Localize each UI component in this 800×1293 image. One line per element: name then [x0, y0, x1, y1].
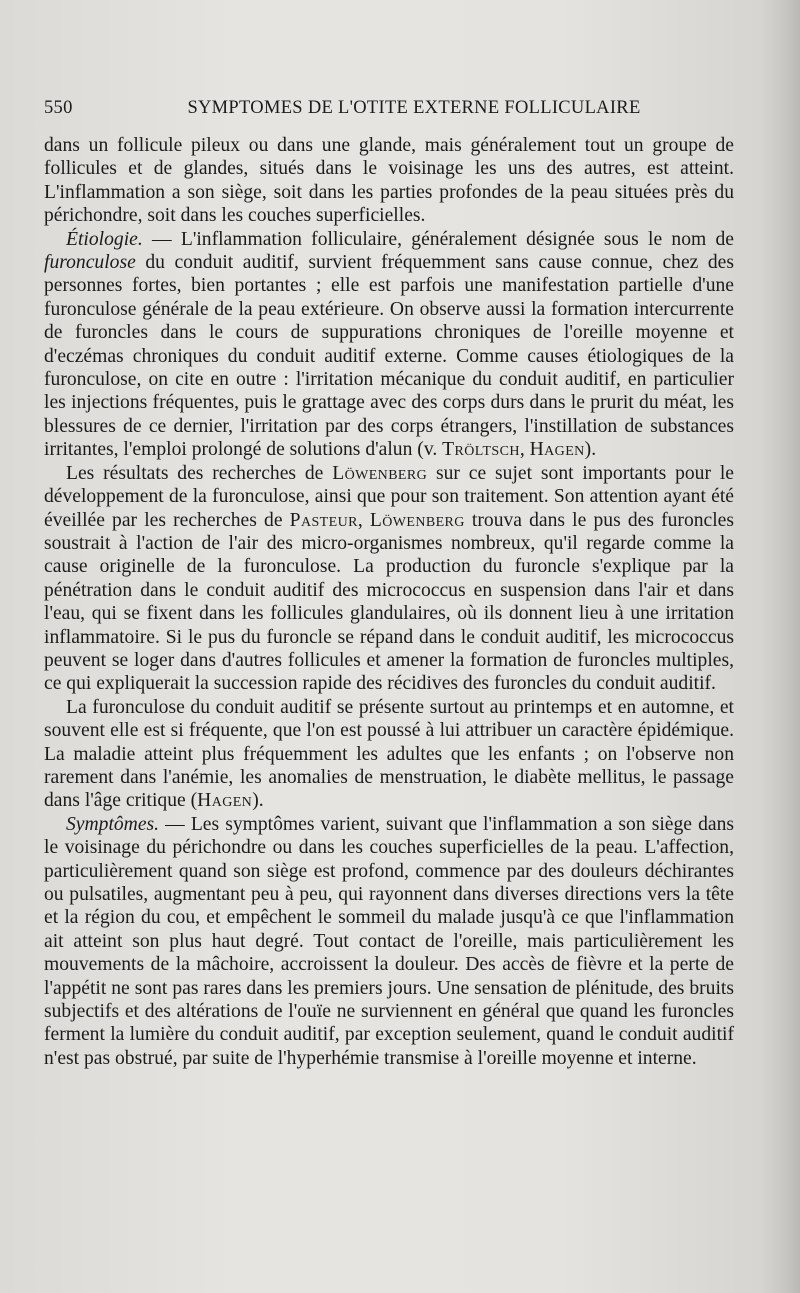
- running-head: SYMPTOMES DE L'OTITE EXTERNE FOLLICULAIRE: [187, 98, 641, 118]
- text-span: Les résultats des recherches de: [66, 462, 333, 484]
- text-span: trouva dans le pus des furoncles soustrait à l'action de l'air des micro-organismes nombreux, qu'il regarde comme la cause originelle de la furonculose. La production du furoncle s'explique par la pénétration dans le conduit auditif des micrococcus en suspension dans l'air et dans l'eau, qui se fixent dans les follicules glandulaires, où ils donnent lieu à une irritation inflammatoire. Si le pus du furoncle se répand dans le conduit auditif, les micrococcus peuvent se loger dans d'autres follicules et amener la formation de furoncles multiples, ce qui expliquerait la succession rapide des récidives des furoncles du conduit auditif.: [44, 509, 735, 695]
- paragraph-etiology: [44, 228, 734, 462]
- paragraph-lowenberg: [44, 462, 734, 696]
- text-span: ,: [519, 439, 530, 461]
- paragraph-continuation: [44, 134, 734, 228]
- page-edge-shadow: [760, 0, 800, 1293]
- text-span: ).: [584, 439, 597, 461]
- text-span: du conduit auditif, survient fréquemment sans cause connue, chez des personnes fortes, bien portantes ; elle est parfois une manifestation partielle d'une furonculose générale de la peau extérieure. On observe aussi la formation intercurrente de furoncles dans le cours de suppurations chroniques de l'oreille moyenne et d'eczémas chroniques du conduit auditif externe. Comme causes étiologiques de la furonculose, on cite en outre : l'irritation mécanique du conduit auditif, en particulier les injections fréquentes, puis le grattage avec des corps durs dans le prurit du méat, les blessures de ce dernier, l'irritation par des corps étrangers, l'instillation de substances irritantes, l'emploi prolongé de solutions d'alun (v.: [44, 252, 734, 461]
- author-name: Pasteur: [289, 509, 358, 531]
- paragraph-epidemic: [44, 696, 734, 813]
- page-header: [44, 98, 734, 122]
- body-text: [44, 134, 734, 1070]
- text-span: ,: [357, 509, 370, 531]
- paragraph-symptoms: [44, 813, 734, 1070]
- text-span: dans un follicule pileux ou dans une glande, mais généralement tout un groupe de follicules et de glandes, situés dans le voisinage les uns des autres, est atteint. L'inflammation a son siège, soit dans les parties profondes de la peau situées près du périchondre, soit dans les couches superficielles.: [44, 135, 734, 227]
- text-span: ).: [252, 790, 264, 812]
- italic-term: furonculose: [44, 252, 136, 274]
- author-name: Löwenberg: [332, 462, 428, 484]
- author-name: Löwenberg: [369, 509, 465, 531]
- text-span: La furonculose du conduit auditif se présente surtout au printemps et en automne, et souvent elle est si fréquente, que l'on est poussé à lui attribuer un caractère épidémique. La maladie atteint plus fréquemment les adultes que les enfants ; on l'observe non rarement dans l'anémie, les anomalies de menstruation, le diabète mellitus, le passage dans l'âge critique (: [44, 696, 734, 812]
- section-lead-symptomes: Symptômes.: [66, 813, 160, 835]
- page-number: 550: [44, 98, 73, 118]
- author-name: Hagen: [197, 790, 253, 812]
- author-name: Hagen: [529, 439, 585, 461]
- text-span: sur ce sujet sont importants pour le développement de la furonculose, ainsi que pour son traitement. Son attention ayant été éveillée par les recherches de: [44, 462, 734, 531]
- text-span: — L'inflammation folliculaire, généralement désignée sous le nom de: [142, 228, 734, 250]
- text-span: — Les symptômes varient, suivant que l'inflammation a son siège dans le voisinage du périchondre ou dans les couches superficielles de la peau. L'affection, particulièrement quand son siège est profond, commence par des douleurs déchirantes ou pulsatiles, augmentant peu à peu, qui rayonnent dans diverses directions vers la tête et la région du cou, et empêchent le sommeil du malade jusqu'à ce que l'inflammation ait atteint son plus haut degré. Tout contact de l'oreille, mais particulièrement les mouvements de la mâchoire, accroissent la douleur. Des accès de fièvre et la perte de l'appétit ne sont pas rares dans les premiers jours. Une sensation de plénitude, des bruits subjectifs et des altérations de l'ouïe ne surviennent en général que quand les furoncles ferment la lumière du conduit auditif, par exception seulement, quand le conduit auditif n'est pas obstrué, par suite de l'hyperhémie transmise à l'oreille moyenne et interne.: [44, 813, 734, 1069]
- section-lead-etiologie: Étiologie.: [66, 228, 143, 250]
- author-name: Tröltsch: [442, 439, 520, 461]
